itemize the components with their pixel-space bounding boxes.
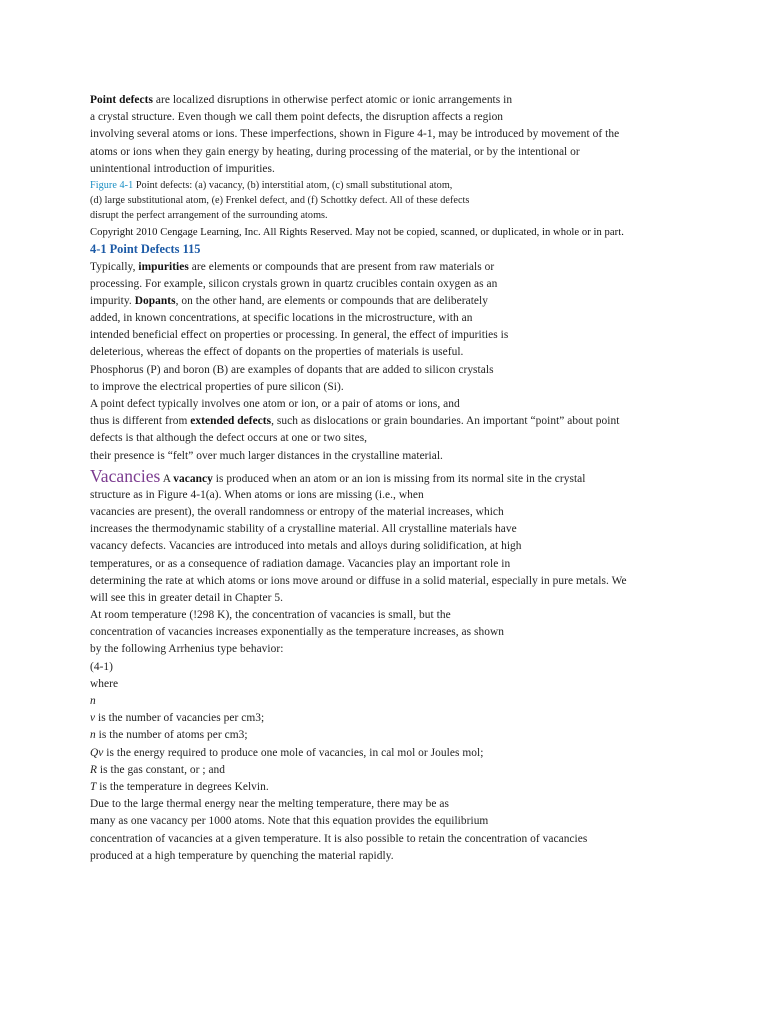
symbol-r: R xyxy=(90,763,98,776)
paragraph-line: Due to the large thermal energy near the melting temperature, there may be as xyxy=(90,798,449,811)
figure-caption-line: disrupt the perfect arrangement of the surrounding atoms. xyxy=(90,210,328,222)
text-span: are localized disruptions in otherwise perfect atomic or ionic arrangements in xyxy=(152,94,513,106)
paragraph-line: processing. For example, silicon crystals grown in quartz crucibles contain oxygen as an xyxy=(90,277,498,290)
paragraph-line xyxy=(90,413,690,430)
term-extended-defects: extended defects xyxy=(190,415,272,428)
paragraph-line: structure as in Figure 4-1(a). When atoms or ions are missing (i.e., when xyxy=(90,488,424,501)
definition-line xyxy=(90,745,690,762)
paragraph-line: vacancy defects. Vacancies are introduced into metals and alloys during solidification, at high xyxy=(90,540,522,553)
paragraph-line: Phosphorus (P) and boron (B) are examples of dopants that are added to silicon crystals xyxy=(90,363,494,376)
text-span: is the number of atoms per cm3; xyxy=(95,729,248,742)
paragraph-line: deleterious, whereas the effect of dopants on the properties of materials is useful. xyxy=(90,346,464,359)
text-span: are elements or compounds that are present from raw materials or xyxy=(188,260,495,273)
paragraph-line xyxy=(90,293,690,310)
paragraph-line: A point defect typically involves one atom or ion, or a pair of atoms or ions, and xyxy=(90,398,460,410)
figure-label: Figure 4-1 xyxy=(90,179,134,191)
document-page xyxy=(90,92,690,865)
paragraph-line: a crystal structure. Even though we call them point defects, the disruption affects a region xyxy=(90,111,504,124)
paragraph-line: concentration of vacancies increases exponentially as the temperature increases, as shown xyxy=(90,626,505,639)
paragraph-line: concentration of vacancies at a given temperature. It is also possible to retain the concentration of vacancies xyxy=(90,832,588,845)
paragraph-line: atoms or ions when they gain energy by heating, during processing of the material, or by the intentional or xyxy=(90,145,580,158)
paragraph-line: At room temperature (!298 K), the concentration of vacancies is small, but the xyxy=(90,609,451,622)
vacancies-heading: Vacancies xyxy=(90,465,161,486)
paragraph-line: involving several atoms or ions. These imperfections, shown in Figure 4-1, may be introduced by movement of the xyxy=(90,128,620,141)
paragraph-line: intended beneficial effect on properties or processing. In general, the effect of impurities is xyxy=(90,329,509,342)
text-span: is the temperature in degrees Kelvin. xyxy=(96,780,269,793)
definition-line xyxy=(90,710,690,727)
symbol-line xyxy=(90,693,690,710)
figure-caption-line xyxy=(90,178,690,193)
paragraph-line: produced at a high temperature by quenching the material rapidly. xyxy=(90,849,394,862)
page-number: 115 xyxy=(179,241,201,256)
definition-line xyxy=(90,762,690,779)
text-span: A xyxy=(160,472,174,485)
paragraph-line: to improve the electrical properties of pure silicon (Si). xyxy=(90,380,344,393)
paragraph-line: many as one vacancy per 1000 atoms. Note that this equation provides the equilibrium xyxy=(90,815,489,828)
symbol-n: n xyxy=(90,695,96,707)
term-vacancy: vacancy xyxy=(173,472,213,485)
section-title: 4-1 Point Defects xyxy=(90,241,180,256)
text-span: is the number of vacancies per cm3; xyxy=(95,712,265,725)
text-span: is the gas constant, or ; and xyxy=(97,763,226,776)
text-span: is produced when an atom or an ion is missing from its normal site in the crystal xyxy=(212,472,586,485)
text-span: Point defects: (a) vacancy, (b) interstitial atom, (c) small substitutional atom, xyxy=(133,179,453,191)
term-impurities: impurities xyxy=(138,260,189,273)
symbol-v: v xyxy=(90,712,96,725)
definition-line xyxy=(90,727,690,744)
paragraph-line xyxy=(90,465,690,487)
paragraph-line: temperatures, or as a consequence of radiation damage. Vacancies play an important role in xyxy=(90,557,511,570)
symbol-t: T xyxy=(90,780,97,793)
text-span: thus is different from xyxy=(90,415,191,428)
copyright-notice: Copyright 2010 Cengage Learning, Inc. All Rights Reserved. May not be copied, scanned, or duplicated, in whole or in part. xyxy=(90,226,624,238)
paragraph-line: will see this in greater detail in Chapter 5. xyxy=(90,591,283,604)
definition-line xyxy=(90,779,690,796)
equation-number: (4-1) xyxy=(90,660,114,673)
term-point-defects: Point defects xyxy=(90,94,153,106)
paragraph-line: determining the rate at which atoms or ions move around or diffuse in a solid material, especially in pure metals. We xyxy=(90,574,627,587)
where-label: where xyxy=(90,677,119,690)
symbol-qv: Qv xyxy=(90,746,104,759)
paragraph-line: defects is that although the defect occurs at one or two sites, xyxy=(90,432,368,445)
term-dopants: Dopants xyxy=(134,294,176,307)
figure-caption-line: (d) large substitutional atom, (e) Frenkel defect, and (f) Schottky defect. All of these defects xyxy=(90,195,470,207)
paragraph-line: increases the thermodynamic stability of a crystalline material. All crystalline materials have xyxy=(90,523,517,536)
paragraph-line: added, in known concentrations, at specific locations in the microstructure, with an xyxy=(90,312,473,325)
text-span: , such as dislocations or grain boundaries. An important “point” about point xyxy=(271,415,620,428)
section-heading xyxy=(90,241,690,259)
paragraph-line: by the following Arrhenius type behavior: xyxy=(90,643,284,656)
text-span: Typically, xyxy=(90,260,139,273)
text-span: is the energy required to produce one mole of vacancies, in cal mol or Joules mol; xyxy=(103,746,484,759)
paragraph-line: unintentional introduction of impurities. xyxy=(90,162,275,175)
text-span: impurity. xyxy=(90,294,135,307)
paragraph-line: their presence is “felt” over much larger distances in the crystalline material. xyxy=(90,449,443,462)
paragraph-line: vacancies are present), the overall randomness or entropy of the material increases, which xyxy=(90,505,504,518)
text-span: , on the other hand, are elements or compounds that are deliberately xyxy=(175,294,488,307)
symbol-n: n xyxy=(90,729,96,742)
paragraph-line xyxy=(90,92,690,109)
paragraph-line xyxy=(90,259,690,276)
